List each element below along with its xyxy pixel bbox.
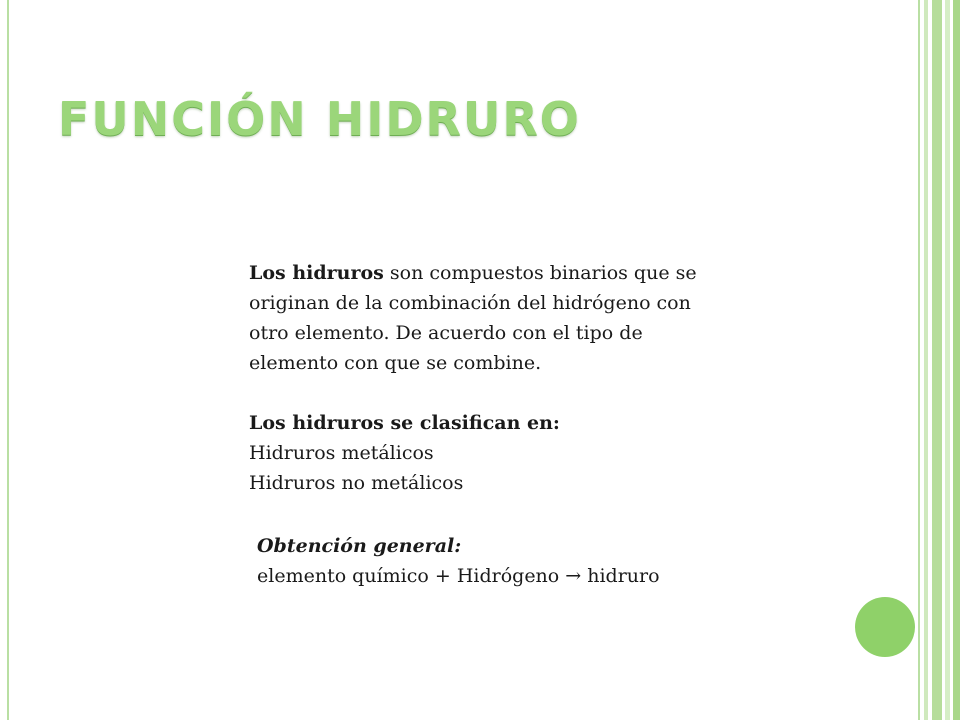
decorative-stripe	[924, 0, 928, 720]
obtention-formula: elemento químico + Hidrógeno → hidruro	[257, 565, 660, 587]
content-block	[249, 258, 729, 498]
classification-heading: Los hidruros se clasifican en:	[249, 412, 560, 434]
slide-title: FUNCIÓN HIDRURO	[58, 92, 581, 146]
classification-item: Hidruros no metálicos	[249, 472, 464, 494]
obtention-block	[257, 531, 660, 591]
decorative-stripe	[945, 0, 950, 720]
right-frame-line	[918, 0, 920, 720]
decorative-stripe	[953, 0, 960, 720]
decorative-circle	[855, 597, 915, 657]
intro-paragraph	[249, 258, 719, 378]
obtention-label: Obtención general:	[257, 535, 462, 557]
decorative-stripe	[932, 0, 942, 720]
classification-item: Hidruros metálicos	[249, 442, 434, 464]
intro-text: son compuestos binarios que se originan de la combinación del hidrógeno con otro elemento. De acuerdo con el tipo de elemento con que se combine.	[249, 262, 697, 374]
intro-bold-lead: Los hidruros	[249, 262, 384, 284]
left-frame-line	[7, 0, 9, 720]
